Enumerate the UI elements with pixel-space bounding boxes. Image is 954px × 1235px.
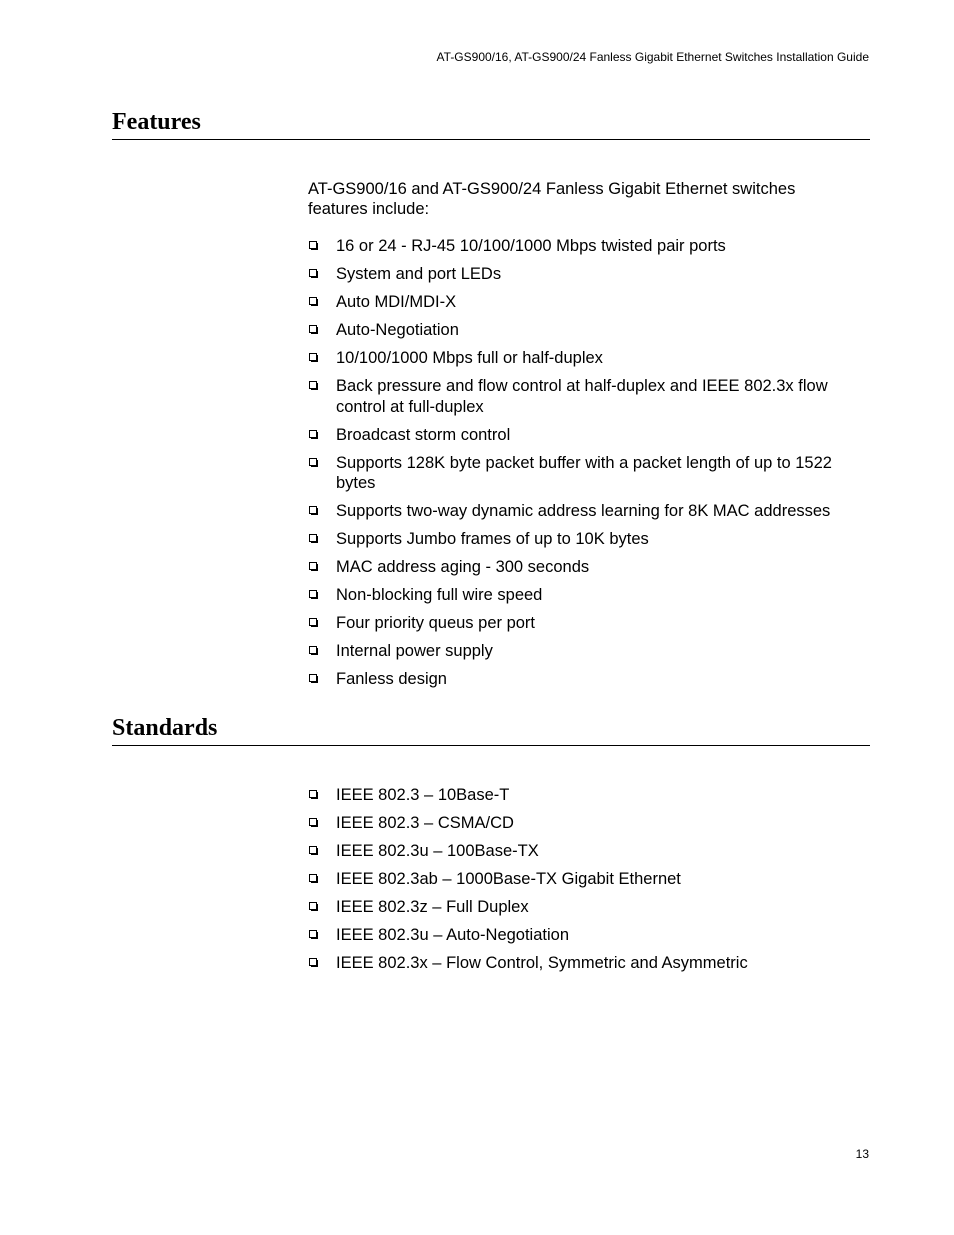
checkbox-bullet-icon [309, 506, 318, 515]
list-item-text: System and port LEDs [336, 265, 502, 283]
list-item-text: IEEE 802.3u – 100Base-TX [336, 842, 539, 860]
list-item [308, 641, 863, 662]
checkbox-bullet-icon [309, 562, 318, 571]
checkbox-bullet-icon [309, 958, 318, 967]
list-item [308, 613, 863, 634]
list-item-text: IEEE 802.3 – CSMA/CD [336, 814, 514, 832]
checkbox-bullet-icon [309, 846, 318, 855]
list-item-text: Fanless design [336, 670, 447, 688]
list-item [308, 376, 863, 417]
list-item-text: Back pressure and flow control at half-duplex and IEEE 802.3x flow control at full-duplex [336, 377, 828, 416]
checkbox-bullet-icon [309, 353, 318, 362]
list-item [308, 453, 863, 494]
list-item [308, 869, 863, 890]
checkbox-bullet-icon [309, 590, 318, 599]
list-item-text: IEEE 802.3z – Full Duplex [336, 898, 529, 916]
page-number: 13 [855, 1147, 869, 1161]
list-item-text: IEEE 802.3x – Flow Control, Symmetric and Asymmetric [336, 954, 748, 972]
standards-list [308, 785, 863, 981]
checkbox-bullet-icon [309, 646, 318, 655]
list-item [308, 236, 863, 257]
checkbox-bullet-icon [309, 430, 318, 439]
list-item-text: Four priority queus per port [336, 614, 536, 632]
checkbox-bullet-icon [309, 325, 318, 334]
list-item [308, 557, 863, 578]
checkbox-bullet-icon [309, 674, 318, 683]
checkbox-bullet-icon [309, 790, 318, 799]
list-item [308, 953, 863, 974]
features-list [308, 236, 863, 697]
checkbox-bullet-icon [309, 269, 318, 278]
standards-heading: Standards [112, 714, 870, 746]
list-item [308, 348, 863, 369]
list-item-text: Supports 128K byte packet buffer with a packet length of up to 1522 bytes [336, 453, 832, 492]
list-item [308, 529, 863, 550]
checkbox-bullet-icon [309, 902, 318, 911]
list-item [308, 585, 863, 606]
list-item-text: Broadcast storm control [336, 425, 511, 444]
checkbox-bullet-icon [309, 874, 318, 883]
list-item-text: Supports two-way dynamic address learning for 8K MAC addresses [336, 502, 831, 520]
list-item-text: IEEE 802.3u – Auto-Negotiation [336, 926, 569, 944]
list-item [308, 425, 863, 446]
list-item-text: 10/100/1000 Mbps full or half-duplex [336, 349, 603, 367]
list-item-text: IEEE 802.3ab – 1000Base-TX Gigabit Ethernet [336, 870, 681, 888]
list-item [308, 264, 863, 285]
checkbox-bullet-icon [309, 534, 318, 543]
checkbox-bullet-icon [309, 618, 318, 627]
list-item [308, 897, 863, 918]
list-item [308, 669, 863, 690]
list-item [308, 841, 863, 862]
list-item-text: Internal power supply [336, 642, 493, 660]
list-item [308, 320, 863, 341]
features-intro: AT-GS900/16 and AT-GS900/24 Fanless Gigabit Ethernet switches features include: [308, 180, 796, 218]
checkbox-bullet-icon [309, 241, 318, 250]
list-item [308, 813, 863, 834]
list-item-text: IEEE 802.3 – 10Base-T [336, 786, 510, 804]
checkbox-bullet-icon [309, 381, 318, 390]
list-item-text: MAC address aging - 300 seconds [336, 558, 590, 576]
checkbox-bullet-icon [309, 297, 318, 306]
checkbox-bullet-icon [309, 818, 318, 827]
checkbox-bullet-icon [309, 458, 318, 467]
list-item [308, 501, 863, 522]
list-item-text: 16 or 24 - RJ-45 10/100/1000 Mbps twisted pair ports [336, 237, 726, 255]
list-item [308, 785, 863, 806]
list-item-text: Non-blocking full wire speed [336, 586, 543, 604]
checkbox-bullet-icon [309, 930, 318, 939]
list-item [308, 292, 863, 313]
list-item-text: Auto-Negotiation [336, 321, 459, 339]
list-item [308, 925, 863, 946]
features-heading: Features [112, 108, 870, 140]
list-item-text: Auto MDI/MDI-X [336, 293, 457, 311]
list-item-text: Supports Jumbo frames of up to 10K bytes [336, 530, 649, 548]
running-header: AT-GS900/16, AT-GS900/24 Fanless Gigabit Ethernet Switches Installation Guide [436, 50, 869, 64]
